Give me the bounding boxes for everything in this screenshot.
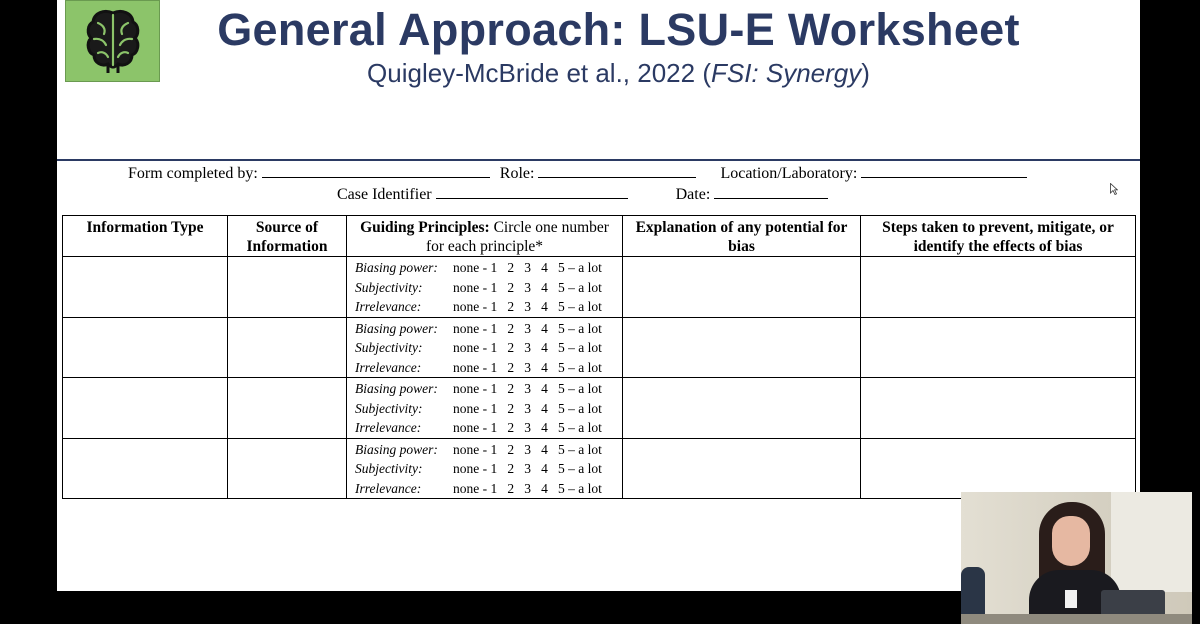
principle-name: Irrelevance:	[355, 359, 422, 375]
completed-by-field	[262, 163, 490, 178]
form-line-2	[337, 184, 828, 204]
table-row	[63, 438, 1136, 499]
principle-rating-scale[interactable]: none - 1 2 3 4 5 – a lot	[453, 441, 602, 457]
principle-rating-scale[interactable]: none - 1 2 3 4 5 – a lot	[453, 461, 602, 476]
principle-rating-scale[interactable]: none - 1 2 3 4 5 – a lot	[453, 359, 602, 375]
principle-rating-scale[interactable]: none - 1 2 3 4 5 – a lot	[453, 260, 602, 275]
principle-line	[355, 338, 622, 358]
webcam-window-light	[1111, 492, 1192, 592]
principle-name: Subjectivity:	[355, 400, 423, 416]
principle-name: Subjectivity:	[355, 340, 423, 355]
header-guiding-principles-text: Circle one number for each principle*	[425, 219, 609, 255]
cell-explanation[interactable]	[623, 317, 861, 378]
principle-line	[355, 459, 622, 479]
cell-source-of-information[interactable]	[228, 378, 347, 439]
principle-line	[355, 418, 622, 438]
form-line-1	[128, 163, 1027, 183]
cell-steps-taken[interactable]	[861, 317, 1136, 378]
role-field	[538, 163, 696, 178]
slide-subtitle	[57, 58, 1140, 89]
principle-name: Subjectivity:	[355, 279, 423, 295]
case-identifier-field	[436, 184, 628, 199]
cell-steps-taken[interactable]	[861, 378, 1136, 439]
principle-name: Biasing power:	[355, 320, 438, 336]
principle-name: Subjectivity:	[355, 461, 423, 476]
principle-line	[355, 399, 622, 419]
cell-information-type[interactable]	[63, 438, 228, 499]
header-source-of-information: Source of Information	[228, 216, 347, 257]
slide-divider	[57, 159, 1140, 161]
principle-line	[355, 379, 622, 399]
table-body	[63, 257, 1136, 499]
principle-line	[355, 479, 622, 499]
header-information-type: Information Type	[63, 216, 228, 257]
cell-information-type[interactable]	[63, 378, 228, 439]
cell-information-type[interactable]	[63, 317, 228, 378]
speaker-face	[1052, 516, 1090, 566]
principle-line	[355, 297, 622, 317]
principle-name: Irrelevance:	[355, 299, 422, 314]
header-explanation: Explanation of any potential for bias	[623, 216, 861, 257]
table-row	[63, 317, 1136, 378]
principle-line	[355, 278, 622, 298]
header-guiding-principles	[347, 216, 623, 257]
cell-steps-taken[interactable]	[861, 438, 1136, 499]
cell-source-of-information[interactable]	[228, 438, 347, 499]
speaker-badge	[1065, 590, 1077, 608]
speaker-webcam-feed	[961, 492, 1192, 624]
cell-guiding-principles	[347, 438, 623, 499]
lsu-e-worksheet-table	[62, 215, 1136, 499]
cell-guiding-principles	[347, 378, 623, 439]
cell-information-type[interactable]	[63, 257, 228, 318]
principle-line	[355, 258, 622, 278]
cell-explanation[interactable]	[623, 438, 861, 499]
principle-rating-scale[interactable]: none - 1 2 3 4 5 – a lot	[453, 299, 602, 314]
principle-rating-scale[interactable]: none - 1 2 3 4 5 – a lot	[453, 381, 602, 396]
location-label: Location/Laboratory:	[720, 165, 858, 182]
completed-by-label: Form completed by:	[128, 165, 258, 182]
principle-rating-scale[interactable]: none - 1 2 3 4 5 – a lot	[453, 340, 602, 355]
date-label: Date:	[675, 186, 711, 203]
principle-rating-scale[interactable]: none - 1 2 3 4 5 – a lot	[453, 320, 602, 336]
table-header-row	[63, 216, 1136, 257]
principle-name: Irrelevance:	[355, 480, 422, 496]
date-field	[714, 184, 828, 199]
mouse-cursor-icon	[1110, 183, 1118, 195]
principle-rating-scale[interactable]: none - 1 2 3 4 5 – a lot	[453, 420, 602, 435]
principle-name: Irrelevance:	[355, 420, 422, 435]
cell-guiding-principles	[347, 317, 623, 378]
cell-explanation[interactable]	[623, 257, 861, 318]
principle-rating-scale[interactable]: none - 1 2 3 4 5 – a lot	[453, 279, 602, 295]
role-label: Role:	[499, 165, 535, 182]
principle-name: Biasing power:	[355, 260, 438, 275]
cell-explanation[interactable]	[623, 378, 861, 439]
webcam-desk	[961, 614, 1192, 624]
table-row	[63, 257, 1136, 318]
location-field	[861, 163, 1027, 178]
principle-rating-scale[interactable]: none - 1 2 3 4 5 – a lot	[453, 480, 602, 496]
table-row	[63, 378, 1136, 439]
slide-title: General Approach: LSU-E Worksheet	[217, 4, 1020, 55]
principle-line	[355, 358, 622, 378]
header-guiding-principles-bold: Guiding Principles:	[360, 219, 490, 236]
principle-name: Biasing power:	[355, 381, 438, 396]
subtitle-close: )	[861, 58, 870, 88]
principle-name: Biasing power:	[355, 441, 438, 457]
cell-steps-taken[interactable]	[861, 257, 1136, 318]
principle-line	[355, 440, 622, 460]
cell-source-of-information[interactable]	[228, 257, 347, 318]
subtitle-authors: Quigley-McBride et al., 2022 (	[367, 58, 711, 88]
header-steps-taken: Steps taken to prevent, mitigate, or identify the effects of bias	[861, 216, 1136, 257]
cell-source-of-information[interactable]	[228, 317, 347, 378]
principle-rating-scale[interactable]: none - 1 2 3 4 5 – a lot	[453, 400, 602, 416]
case-identifier-label: Case Identifier	[337, 186, 432, 203]
cell-guiding-principles	[347, 257, 623, 318]
subtitle-journal: FSI: Synergy	[710, 58, 862, 88]
principle-line	[355, 319, 622, 339]
